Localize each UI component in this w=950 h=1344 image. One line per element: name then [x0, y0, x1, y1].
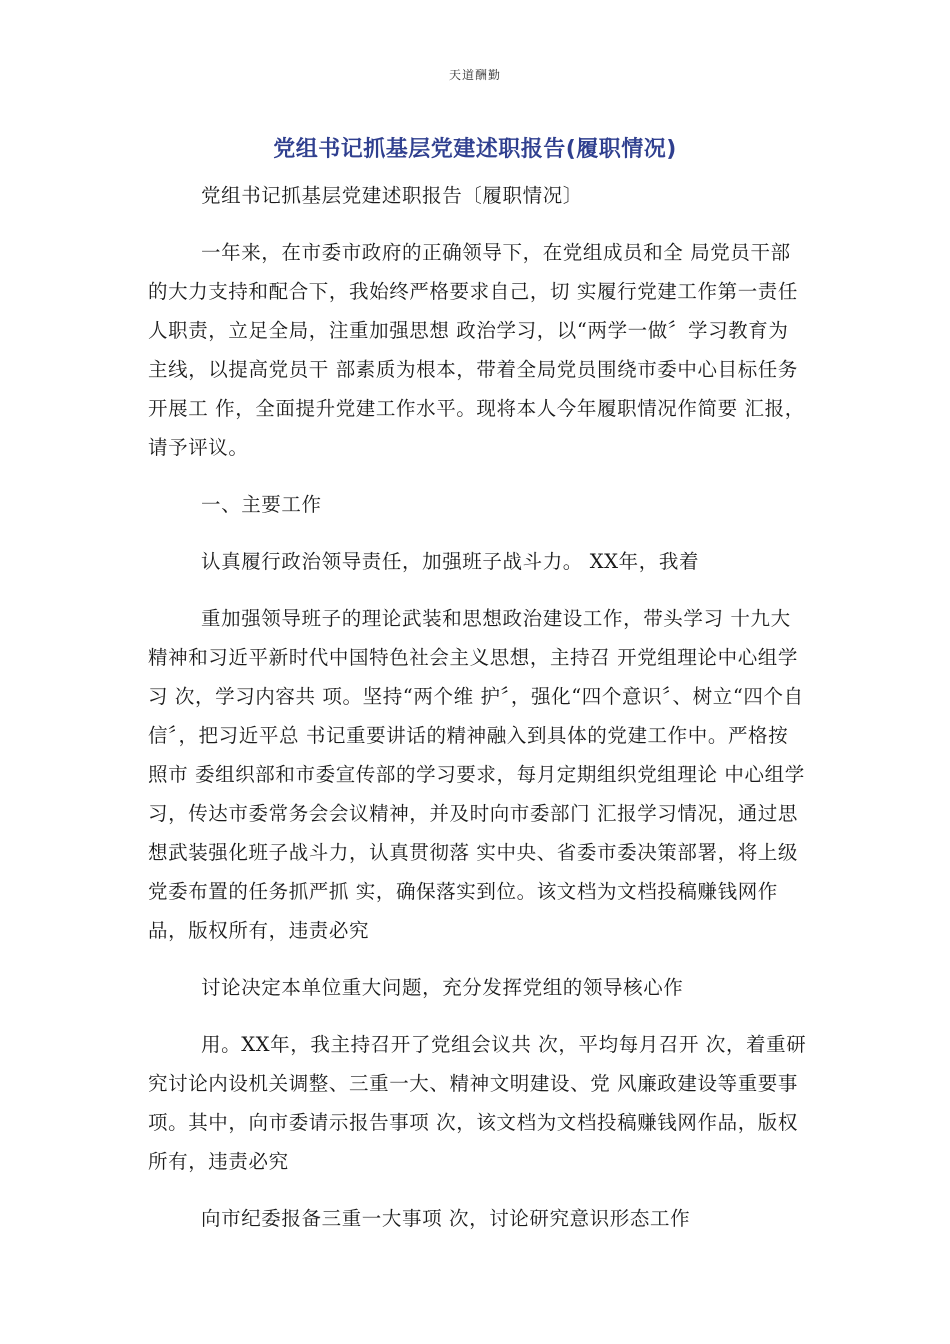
- body-paragraph: 向市纪委报备三重一大事项 次，讨论研究意识形态工作: [201, 1207, 691, 1230]
- section-heading: 一、主要工作: [201, 493, 322, 516]
- subtitle-paragraph: 党组书记抓基层党建述职报告〔履职情况〕: [201, 184, 583, 207]
- body-paragraph: 认真履行政治领导责任，加强班子战斗力。 XX年，我着: [201, 550, 700, 573]
- body-paragraph: 重加强领导班子的理论武装和思想政治建设工作，带头学习 十九大精神和习近平新时代中国特色社会主义思想，主持召 开党组理论中心组学习 次，学习内容共 项。坚持“两个维 护〞，强化“四个意识〞、树立“四个自信〞，把习近平总 书记重要讲话的精神融入到具体的党建工作中。严格按照市 委组织部和市委宣传部的学习要求，每月定期组织党组理论 中心组学习，传达市委常务会会议精神，并及时向市委部门 汇报学习情况，通过思想武装强化班子战斗力，认真贯彻落 实中央、省委市委决策部署，将上级党委布置的任务抓严抓 实，确保落实到位。该文档为文档投稿赚钱网作品，版权所有，违责必究: [148, 607, 805, 942]
- page-header: 天道酬勤: [448, 68, 501, 82]
- document-body: [148, 176, 808, 1238]
- body-paragraph: 讨论决定本单位重大问题，充分发挥党组的领导核心作: [201, 976, 684, 999]
- document-title: 党组书记抓基层党建述职报告(履职情况): [273, 137, 677, 162]
- intro-paragraph: 一年来，在市委市政府的正确领导下，在党组成员和全 局党员干部的大力支持和配合下，我始终严格要求自己，切 实履行党建工作第一责任人职责，立足全局，注重加强思想 政治学习，以“两学一做〞学习教育为主线，以提高党员干 部素质为根本，带着全局党员围绕市委中心目标任务开展工 作，全面提升党建工作水平。现将本人今年履职情况作简要 汇报，请予评议。: [148, 241, 805, 459]
- body-paragraph: 用。XX年，我主持召开了党组会议共 次，平均每月召开 次，着重研究讨论内设机关调整、三重一大、精神文明建设、党 风廉政建设等重要事项。其中，向市委请示报告事项 次，该文档为文档投稿赚钱网作品，版权所有，违责必究: [148, 1033, 807, 1173]
